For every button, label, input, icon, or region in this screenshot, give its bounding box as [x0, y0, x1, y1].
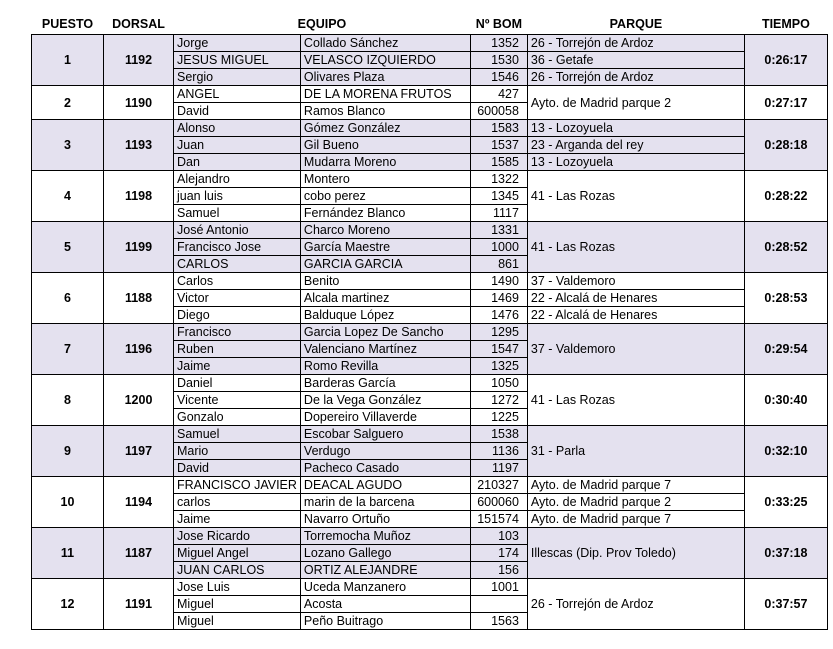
member-nombre: FRANCISCO JAVIER [174, 477, 301, 494]
tiempo-cell: 0:28:52 [744, 222, 827, 273]
dorsal-cell: 1198 [104, 171, 174, 222]
table-row [32, 477, 828, 494]
header-row [32, 14, 828, 35]
member-bom: 1476 [470, 307, 527, 324]
member-nombre: Alejandro [174, 171, 301, 188]
member-bom: 1469 [470, 290, 527, 307]
member-nombre: JESUS MIGUEL [174, 52, 301, 69]
member-parque: 22 - Alcalá de Henares [527, 290, 744, 307]
member-nombre: Francisco [174, 324, 301, 341]
member-bom: 1546 [470, 69, 527, 86]
tiempo-cell: 0:28:18 [744, 120, 827, 171]
member-apellidos: De la Vega González [300, 392, 470, 409]
results-table-container [31, 14, 828, 630]
member-parque: 22 - Alcalá de Henares [527, 307, 744, 324]
member-bom: 1585 [470, 154, 527, 171]
tiempo-cell: 0:30:40 [744, 375, 827, 426]
table-row [32, 222, 828, 239]
table-row [32, 579, 828, 596]
puesto-cell: 10 [32, 477, 104, 528]
member-bom: 1117 [470, 205, 527, 222]
member-bom: 1537 [470, 137, 527, 154]
member-nombre: Sergio [174, 69, 301, 86]
parque-cell: Illescas (Dip. Prov Toledo) [527, 528, 744, 579]
tiempo-cell: 0:29:54 [744, 324, 827, 375]
puesto-cell: 7 [32, 324, 104, 375]
member-parque: Ayto. de Madrid parque 7 [527, 511, 744, 528]
member-nombre: Jaime [174, 358, 301, 375]
member-apellidos: Balduque López [300, 307, 470, 324]
header-dorsal: DORSAL [112, 17, 165, 31]
header-bom: Nº BOM [475, 17, 523, 31]
tiempo-cell: 0:28:53 [744, 273, 827, 324]
member-bom: 151574 [470, 511, 527, 528]
member-nombre: carlos [174, 494, 301, 511]
dorsal-cell: 1196 [104, 324, 174, 375]
puesto-cell: 1 [32, 35, 104, 86]
parque-cell: 41 - Las Rozas [527, 375, 744, 426]
member-apellidos: Barderas García [300, 375, 470, 392]
dorsal-cell: 1194 [104, 477, 174, 528]
member-bom: 1295 [470, 324, 527, 341]
member-apellidos: Torremocha Muñoz [300, 528, 470, 545]
member-nombre: Miguel [174, 596, 301, 613]
parque-cell: Ayto. de Madrid parque 2 [527, 86, 744, 120]
dorsal-cell: 1188 [104, 273, 174, 324]
member-apellidos: Verdugo [300, 443, 470, 460]
table-row [32, 35, 828, 52]
member-apellidos: Benito [300, 273, 470, 290]
member-bom: 1530 [470, 52, 527, 69]
member-parque: Ayto. de Madrid parque 7 [527, 477, 744, 494]
member-apellidos: Gómez González [300, 120, 470, 137]
member-apellidos: GARCIA GARCIA [300, 256, 470, 273]
member-bom: 1345 [470, 188, 527, 205]
member-bom: 174 [470, 545, 527, 562]
member-nombre: Francisco Jose [174, 239, 301, 256]
table-row [32, 273, 828, 290]
parque-cell: 26 - Torrejón de Ardoz [527, 579, 744, 630]
dorsal-cell: 1199 [104, 222, 174, 273]
table-row [32, 528, 828, 545]
member-bom: 600058 [470, 103, 527, 120]
member-nombre: Samuel [174, 426, 301, 443]
member-parque: 26 - Torrejón de Ardoz [527, 35, 744, 52]
table-row [32, 324, 828, 341]
member-apellidos: Mudarra Moreno [300, 154, 470, 171]
member-apellidos: Escobar Salguero [300, 426, 470, 443]
member-parque: 13 - Lozoyuela [527, 120, 744, 137]
member-nombre: Jorge [174, 35, 301, 52]
member-parque: 23 - Arganda del rey [527, 137, 744, 154]
member-apellidos: Pacheco Casado [300, 460, 470, 477]
header-tiempo: TIEMPO [761, 17, 810, 31]
member-nombre: José Antonio [174, 222, 301, 239]
member-nombre: ANGEL [174, 86, 301, 103]
member-nombre: Miguel Angel [174, 545, 301, 562]
dorsal-cell: 1191 [104, 579, 174, 630]
parque-cell: 31 - Parla [527, 426, 744, 477]
member-bom: 1272 [470, 392, 527, 409]
member-nombre: Jose Luis [174, 579, 301, 596]
member-bom: 1331 [470, 222, 527, 239]
member-bom: 1325 [470, 358, 527, 375]
member-apellidos: Montero [300, 171, 470, 188]
table-row [32, 171, 828, 188]
member-apellidos: Navarro Ortuño [300, 511, 470, 528]
member-apellidos: marin de la barcena [300, 494, 470, 511]
member-apellidos: Collado Sánchez [300, 35, 470, 52]
puesto-cell: 11 [32, 528, 104, 579]
member-nombre: Vicente [174, 392, 301, 409]
member-nombre: Daniel [174, 375, 301, 392]
member-nombre: David [174, 103, 301, 120]
member-bom: 1490 [470, 273, 527, 290]
puesto-cell: 4 [32, 171, 104, 222]
member-parque: 36 - Getafe [527, 52, 744, 69]
member-nombre: Miguel [174, 613, 301, 630]
member-apellidos: Lozano Gallego [300, 545, 470, 562]
member-apellidos: Gil Bueno [300, 137, 470, 154]
member-nombre: juan luis [174, 188, 301, 205]
member-bom: 600060 [470, 494, 527, 511]
member-apellidos: Dopereiro Villaverde [300, 409, 470, 426]
member-nombre: CARLOS [174, 256, 301, 273]
member-nombre: Alonso [174, 120, 301, 137]
member-apellidos: Ramos Blanco [300, 103, 470, 120]
member-apellidos: Acosta [300, 596, 470, 613]
dorsal-cell: 1193 [104, 120, 174, 171]
member-apellidos: ORTIZ ALEJANDRE [300, 562, 470, 579]
member-bom: 1583 [470, 120, 527, 137]
member-apellidos: Fernández Blanco [300, 205, 470, 222]
member-nombre: Samuel [174, 205, 301, 222]
puesto-cell: 9 [32, 426, 104, 477]
member-bom: 1000 [470, 239, 527, 256]
member-nombre: Carlos [174, 273, 301, 290]
member-nombre: Dan [174, 154, 301, 171]
tiempo-cell: 0:26:17 [744, 35, 827, 86]
header-equipo: EQUIPO [297, 17, 347, 31]
member-nombre: Victor [174, 290, 301, 307]
dorsal-cell: 1190 [104, 86, 174, 120]
tiempo-cell: 0:28:22 [744, 171, 827, 222]
puesto-cell: 12 [32, 579, 104, 630]
parque-cell: 41 - Las Rozas [527, 171, 744, 222]
member-apellidos: Uceda Manzanero [300, 579, 470, 596]
member-bom: 427 [470, 86, 527, 103]
member-apellidos: Garcia Lopez De Sancho [300, 324, 470, 341]
member-bom: 1225 [470, 409, 527, 426]
member-bom: 1352 [470, 35, 527, 52]
member-bom: 156 [470, 562, 527, 579]
tiempo-cell: 0:37:18 [744, 528, 827, 579]
table-row [32, 426, 828, 443]
parque-cell: 41 - Las Rozas [527, 222, 744, 273]
puesto-cell: 6 [32, 273, 104, 324]
member-nombre: Jose Ricardo [174, 528, 301, 545]
member-bom: 861 [470, 256, 527, 273]
parque-cell: 37 - Valdemoro [527, 324, 744, 375]
header-puesto: PUESTO [41, 17, 94, 31]
member-bom: 1322 [470, 171, 527, 188]
results-body [32, 35, 828, 630]
member-nombre: Ruben [174, 341, 301, 358]
member-apellidos: Charco Moreno [300, 222, 470, 239]
member-apellidos: Peño Buitrago [300, 613, 470, 630]
member-bom [470, 596, 527, 613]
member-apellidos: García Maestre [300, 239, 470, 256]
member-nombre: David [174, 460, 301, 477]
member-apellidos: cobo perez [300, 188, 470, 205]
dorsal-cell: 1197 [104, 426, 174, 477]
member-apellidos: Alcala martinez [300, 290, 470, 307]
member-bom: 1001 [470, 579, 527, 596]
member-apellidos: DEACAL AGUDO [300, 477, 470, 494]
dorsal-cell: 1200 [104, 375, 174, 426]
member-bom: 1547 [470, 341, 527, 358]
member-apellidos: Valenciano Martínez [300, 341, 470, 358]
tiempo-cell: 0:32:10 [744, 426, 827, 477]
member-nombre: Jaime [174, 511, 301, 528]
puesto-cell: 5 [32, 222, 104, 273]
member-nombre: Gonzalo [174, 409, 301, 426]
table-row [32, 120, 828, 137]
member-nombre: JUAN CARLOS [174, 562, 301, 579]
table-row [32, 86, 828, 103]
member-bom: 1136 [470, 443, 527, 460]
member-bom: 1050 [470, 375, 527, 392]
table-row [32, 375, 828, 392]
puesto-cell: 3 [32, 120, 104, 171]
puesto-cell: 2 [32, 86, 104, 120]
member-nombre: Mario [174, 443, 301, 460]
member-apellidos: Romo Revilla [300, 358, 470, 375]
tiempo-cell: 0:33:25 [744, 477, 827, 528]
member-parque: 37 - Valdemoro [527, 273, 744, 290]
member-apellidos: VELASCO IZQUIERDO [300, 52, 470, 69]
tiempo-cell: 0:37:57 [744, 579, 827, 630]
member-bom: 1563 [470, 613, 527, 630]
puesto-cell: 8 [32, 375, 104, 426]
member-apellidos: Olivares Plaza [300, 69, 470, 86]
member-bom: 103 [470, 528, 527, 545]
member-bom: 1197 [470, 460, 527, 477]
dorsal-cell: 1192 [104, 35, 174, 86]
tiempo-cell: 0:27:17 [744, 86, 827, 120]
header-parque: PARQUE [609, 17, 663, 31]
member-nombre: Diego [174, 307, 301, 324]
member-bom: 1538 [470, 426, 527, 443]
member-bom: 210327 [470, 477, 527, 494]
member-parque: 13 - Lozoyuela [527, 154, 744, 171]
results-table [31, 14, 828, 630]
member-parque: 26 - Torrejón de Ardoz [527, 69, 744, 86]
member-parque: Ayto. de Madrid parque 2 [527, 494, 744, 511]
member-apellidos: DE LA MORENA FRUTOS [300, 86, 470, 103]
member-nombre: Juan [174, 137, 301, 154]
dorsal-cell: 1187 [104, 528, 174, 579]
